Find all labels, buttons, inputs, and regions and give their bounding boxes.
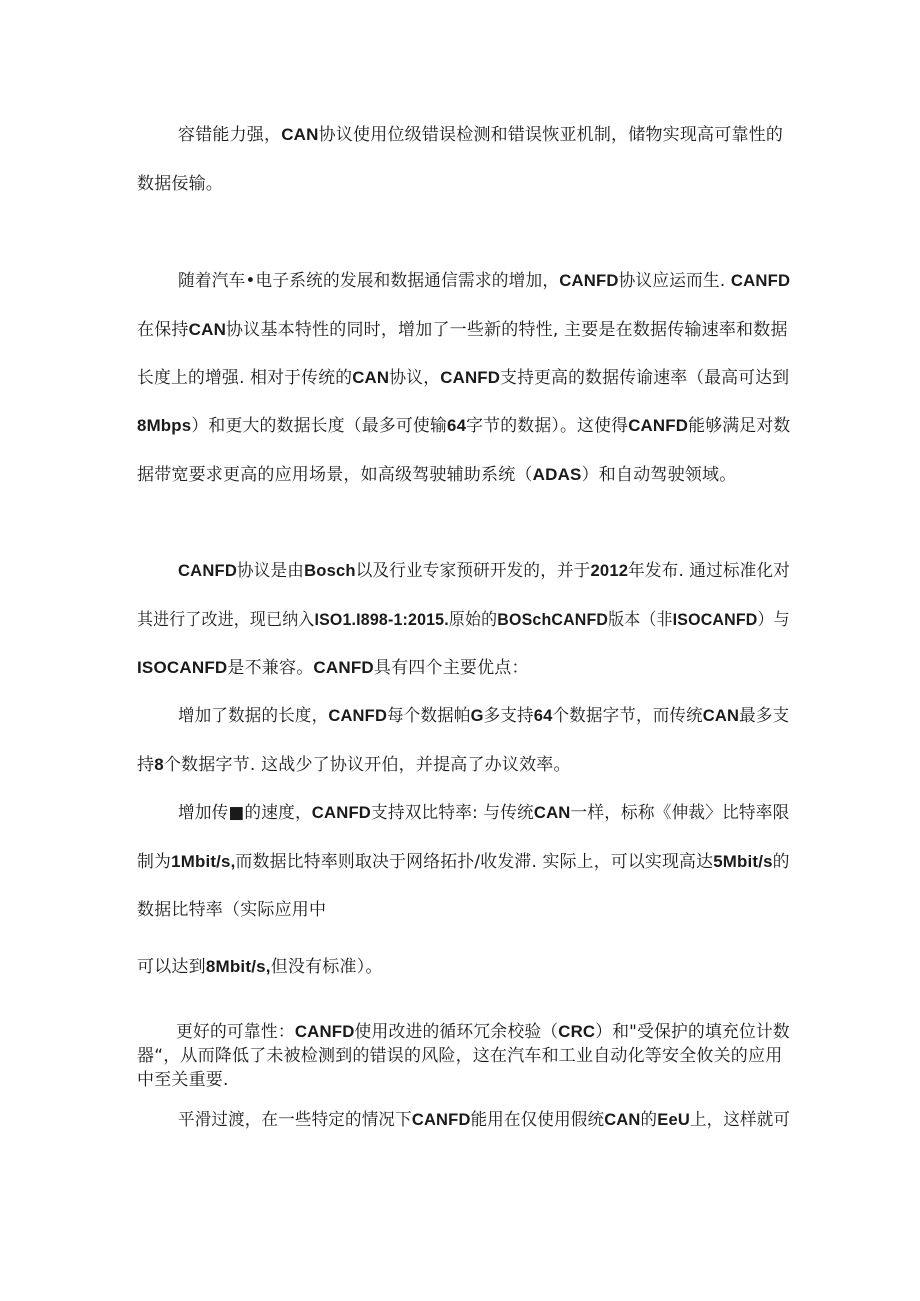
paragraph-3-line-2: 其进行了改进，现已纳入ISO1.I898-1:2015.原始的BOSchCANFD版本（非ISOCANFD）与 (137, 610, 790, 630)
paragraph-2-line-2: 在保持CAN协议基本特性的同时，增加了一些新的特性, 主要是在数据传输速率和数据 (137, 320, 788, 340)
paragraph-2-line-1: 随着汽车•电子系统的发展和数据通信需求的增加，CANFD协议应运而生. CANFD (178, 271, 791, 291)
paragraph-1-line-1: 容错能力强，CAN协议使用位级错误检测和错误恢亚机制，储物实现高可靠性的 (178, 125, 784, 145)
paragraph-2-line-3: 长度上的增强. 相对于传统的CAN协议，CANFD支持更高的数据传谕速率（最高可达到 (137, 368, 790, 388)
paragraph-4-line-1: 增加了数据的长度，CANFD每个数据帕G多支持64个数据字节，而传统CAN最多支 (178, 706, 790, 726)
paragraph-3-line-1: CANFD协议是由Bosch以及行业专家预研开发的，并于2012年发布. 通过标准化对 (178, 561, 791, 581)
paragraph-5-line-4: 可以达到8Mbit/s,但没有标准）。 (137, 957, 383, 977)
paragraph-2-line-4: 8Mbps）和更大的数据长度（最多可使输64字节的数据）。这使得CANFD能够满足对数 (137, 416, 791, 436)
paragraph-6-line-1: 更好的可靠性：CANFD使用改进的循环冗余校验（CRC）和"受保护的填充位计数 (176, 1022, 790, 1042)
paragraph-5-line-1: 增加传■的速度，CANFD支持双比特率: 与传统CAN一样，标称《伸裁〉比特率限 (178, 803, 790, 823)
paragraph-6-line-2: 器“，从而降低了未被检测到的错误的风险，这在汽车和工业自动化等安全攸关的应用 (137, 1046, 783, 1066)
paragraph-1-line-2: 数据佞输。 (137, 174, 223, 194)
paragraph-3-line-3: ISOCANFD是不兼容。CANFD具有四个主要优点： (137, 658, 529, 678)
paragraph-6-line-3: 中至关重要. (137, 1070, 229, 1090)
paragraph-7-line-1: 平滑过渡，在一些特定的情况下CANFD能用在仅使用假统CAN的EeU上，这样就可 (178, 1110, 791, 1130)
paragraph-5-line-3: 数据比特率（实际应用中 (137, 900, 327, 920)
paragraph-5-line-2: 制为1Mbit/s,而数据比特率则取决于网络拓扑/收发滞. 实际上，可以实现高达5Mbit/s的 (137, 852, 790, 872)
paragraph-2-line-5: 据带宽要求更高的应用场景，如高级驾驶辅助系统（ADAS）和自动驾驶领域。 (137, 465, 737, 485)
paragraph-4-line-2: 持8个数据字节. 这战少了协议开伯，并提高了办议效率。 (137, 755, 571, 775)
